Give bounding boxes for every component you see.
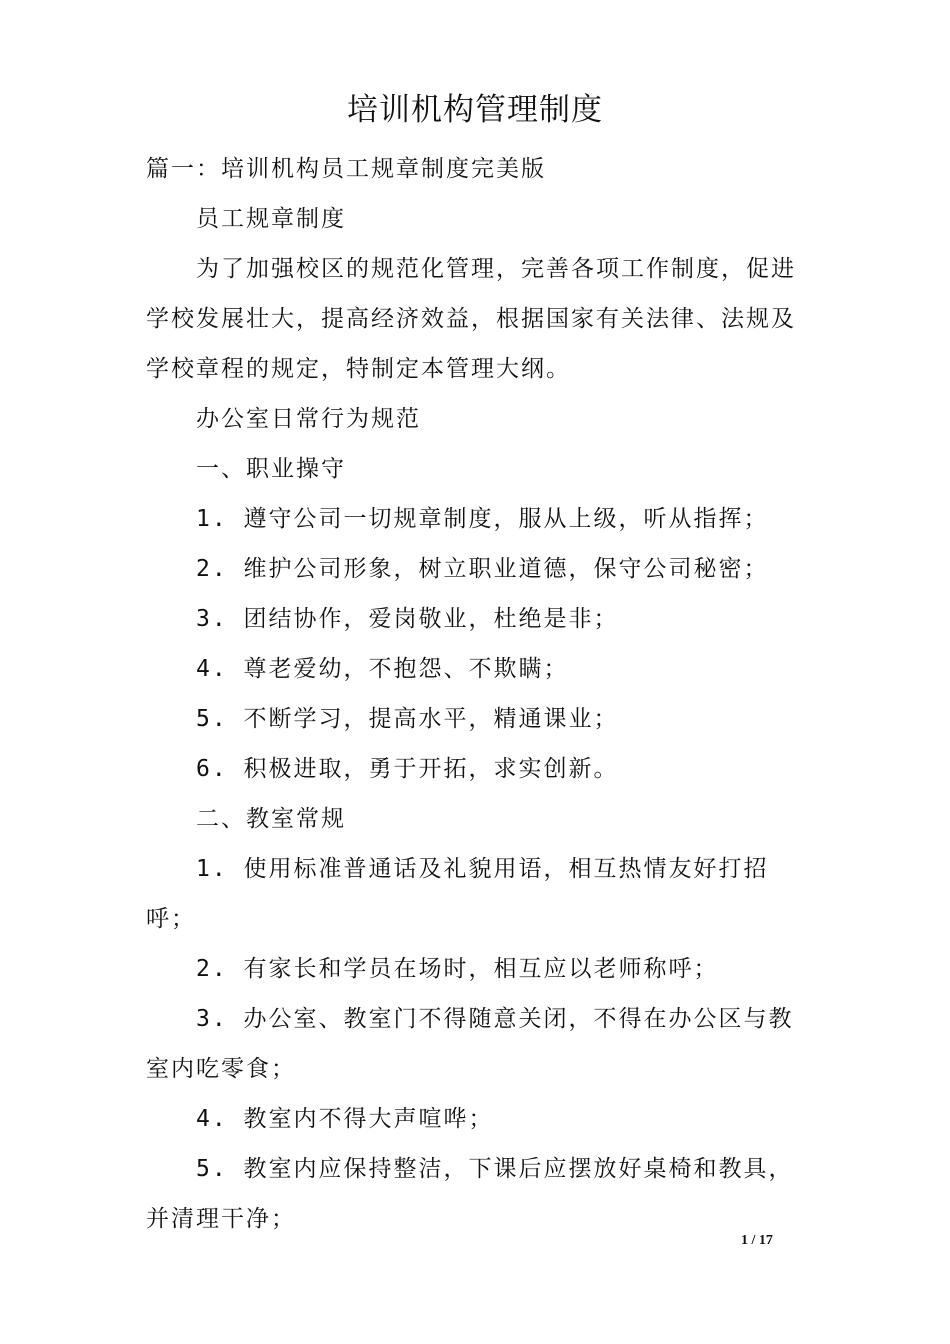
list-item: 1. 遵守公司一切规章制度，服从上级，听从指挥； <box>196 506 769 532</box>
subsection-heading: 办公室日常行为规范 <box>196 406 421 432</box>
list-item: 5. 不断学习，提高水平，精通课业； <box>196 706 619 732</box>
page-number: 1 / 17 <box>741 1233 773 1248</box>
list-item: 5. 教室内应保持整洁，下课后应摆放好桌椅和教具，并清理干净； <box>146 1156 794 1232</box>
list-item: 3. 团结协作，爱岗敬业，杜绝是非； <box>196 606 619 632</box>
section-heading: 一、职业操守 <box>196 456 346 482</box>
subsection-heading: 员工规章制度 <box>196 206 346 232</box>
document-title: 培训机构管理制度 <box>347 92 603 128</box>
section-heading: 二、教室常规 <box>196 806 346 832</box>
document-body <box>146 144 810 1244</box>
list-item: 2. 维护公司形象，树立职业道德，保守公司秘密； <box>196 556 769 582</box>
list-item: 3. 办公室、教室门不得随意关闭，不得在办公区与教室内吃零食； <box>146 1006 794 1082</box>
list-item: 4. 尊老爱幼，不抱怨、不欺瞒； <box>196 656 569 682</box>
list-item: 1. 使用标准普通话及礼貌用语，相互热情友好打招呼； <box>146 856 769 932</box>
list-item: 6. 积极进取，勇于开拓，求实创新。 <box>196 756 619 782</box>
list-item: 2. 有家长和学员在场时，相互应以老师称呼； <box>196 956 719 982</box>
list-item: 4. 教室内不得大声喧哗； <box>196 1106 494 1132</box>
intro-paragraph: 为了加强校区的规范化管理，完善各项工作制度，促进学校发展壮大，提高经济效益，根据国家有关法律、法规及学校章程的规定，特制定本管理大纲。 <box>146 256 796 382</box>
section-heading: 篇一：培训机构员工规章制度完美版 <box>146 156 546 182</box>
